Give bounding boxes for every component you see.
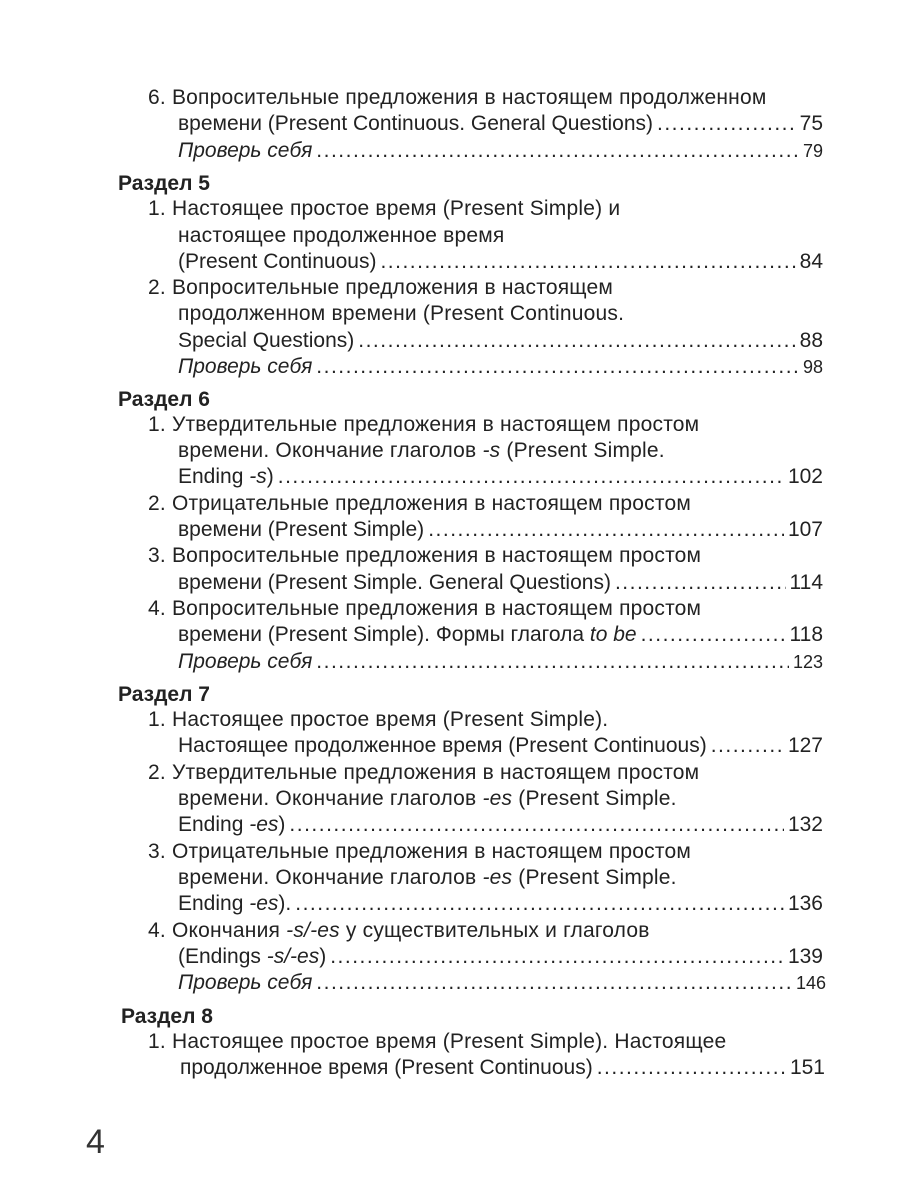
toc-entry-text: времени (Present Simple). Формы глагола to be	[178, 623, 637, 646]
page-ref: 84	[799, 250, 823, 273]
toc-entry-text: времени (Present Continuous. General Questions)	[178, 112, 653, 135]
dot-leader	[657, 111, 796, 137]
toc-entry-s7-2-leader	[178, 812, 823, 838]
toc-check-s6	[178, 649, 823, 675]
toc-entry-text: Special Questions)	[178, 329, 355, 352]
page-ref: 88	[799, 329, 823, 352]
toc-entry-s6-4-line1: 4. Вопросительные предложения в настоящем простом	[148, 597, 702, 620]
toc-entry-s5-2-line2: продолженном времени (Present Continuous.	[178, 302, 625, 325]
page-ref: 123	[792, 652, 823, 672]
toc-entry-s6-3-line1: 3. Вопросительные предложения в настоящем простом	[148, 544, 702, 567]
page-ref: 79	[802, 141, 823, 161]
toc-entry-s5-2-line1: 2. Вопросительные предложения в настоящем	[148, 276, 614, 299]
toc-entry-text: (Endings -s/-es)	[178, 945, 327, 968]
toc-entry-s7-3-line1: 3. Отрицательные предложения в настоящем простом	[148, 840, 691, 863]
toc-entry-text: продолженное время (Present Continuous)	[180, 1056, 593, 1079]
dot-leader	[358, 328, 795, 354]
page-ref: 151	[789, 1056, 825, 1079]
page-ref: 127	[787, 734, 823, 757]
page-ref: 146	[795, 973, 826, 993]
page-number: 4	[86, 1123, 105, 1161]
dot-leader	[330, 944, 784, 970]
dot-leader	[316, 970, 792, 996]
dot-leader	[316, 354, 799, 380]
dot-leader	[316, 138, 799, 164]
toc-entry-text: (Present Continuous)	[178, 250, 377, 273]
toc-entry-s4-6-leader	[178, 111, 823, 137]
section-title-5: Раздел 5	[118, 172, 210, 195]
dot-leader	[641, 622, 786, 648]
toc-entry-s7-2-line1: 2. Утвердительные предложения в настоящем простом	[148, 761, 700, 784]
toc-entry-s6-2-leader	[178, 517, 823, 543]
section-title-8: Раздел 8	[121, 1005, 213, 1028]
toc-entry-s8-1-leader	[180, 1055, 825, 1081]
dot-leader	[380, 249, 795, 275]
dot-leader	[711, 733, 784, 759]
dot-leader	[289, 812, 784, 838]
toc-entry-s7-2-line2: времени. Окончание глаголов -es (Present Simple.	[178, 787, 677, 810]
page-ref: 102	[787, 465, 823, 488]
page-ref: 136	[787, 892, 823, 915]
toc-entry-s6-4-leader	[178, 622, 823, 648]
page-ref: 98	[802, 357, 823, 377]
toc-entry-s8-1-line1: 1. Настоящее простое время (Present Simple). Настоящее	[148, 1030, 727, 1053]
toc-entry-text: времени (Present Simple. General Questions)	[178, 571, 611, 594]
page-ref: 75	[799, 112, 823, 135]
toc-entry-s4-6-line1: 6. Вопросительные предложения в настоящем продолженном	[148, 86, 767, 109]
toc-entry-text: Настоящее продолженное время (Present Continuous)	[178, 734, 707, 757]
toc-entry-text: времени (Present Simple)	[178, 518, 425, 541]
toc-check-s4	[178, 138, 823, 164]
check-yourself-label: Проверь себя	[178, 355, 313, 378]
toc-entry-s6-1-leader	[178, 464, 823, 490]
toc-entry-text: Ending -es).	[178, 892, 292, 915]
toc-entry-s7-4-line1: 4. Окончания -s/-es у существительных и глаголов	[148, 919, 650, 942]
toc-entry-text: Ending -es)	[178, 813, 286, 836]
page-ref: 132	[787, 813, 823, 836]
check-yourself-label: Проверь себя	[178, 971, 313, 994]
dot-leader	[316, 649, 789, 675]
toc-entry-s6-1-line2: времени. Окончание глаголов -s (Present Simple.	[178, 439, 665, 462]
dot-leader	[615, 570, 786, 596]
toc-check-s5	[178, 354, 823, 380]
page-ref: 139	[787, 945, 823, 968]
page-ref: 118	[789, 623, 823, 646]
dot-leader	[428, 517, 784, 543]
toc-entry-text: Ending -s)	[178, 465, 274, 488]
toc-entry-s7-3-leader	[178, 891, 823, 917]
check-yourself-label: Проверь себя	[178, 139, 313, 162]
toc-entry-s5-1-line2: настоящее продолженное время	[178, 224, 505, 247]
toc-entry-s7-1-leader	[178, 733, 823, 759]
toc-entry-s6-2-line1: 2. Отрицательные предложения в настоящем простом	[148, 492, 691, 515]
page-ref: 114	[789, 571, 823, 594]
dot-leader	[597, 1055, 786, 1081]
toc-entry-s7-4-leader	[178, 944, 823, 970]
section-title-7: Раздел 7	[118, 683, 210, 706]
toc-check-s7	[178, 970, 826, 996]
toc-entry-s7-3-line2: времени. Окончание глаголов -es (Present Simple.	[178, 866, 677, 889]
toc-entry-s5-1-leader	[178, 249, 823, 275]
dot-leader	[295, 891, 784, 917]
toc-entry-s5-2-leader	[178, 328, 823, 354]
dot-leader	[278, 464, 784, 490]
check-yourself-label: Проверь себя	[178, 650, 313, 673]
toc-entry-s6-3-leader	[178, 570, 823, 596]
toc-entry-s5-1-line1: 1. Настоящее простое время (Present Simple) и	[148, 197, 621, 220]
page-ref: 107	[787, 518, 823, 541]
toc-entry-s7-1-line1: 1. Настоящее простое время (Present Simple).	[148, 708, 609, 731]
toc-entry-s6-1-line1: 1. Утвердительные предложения в настоящем простом	[148, 413, 700, 436]
section-title-6: Раздел 6	[118, 388, 210, 411]
